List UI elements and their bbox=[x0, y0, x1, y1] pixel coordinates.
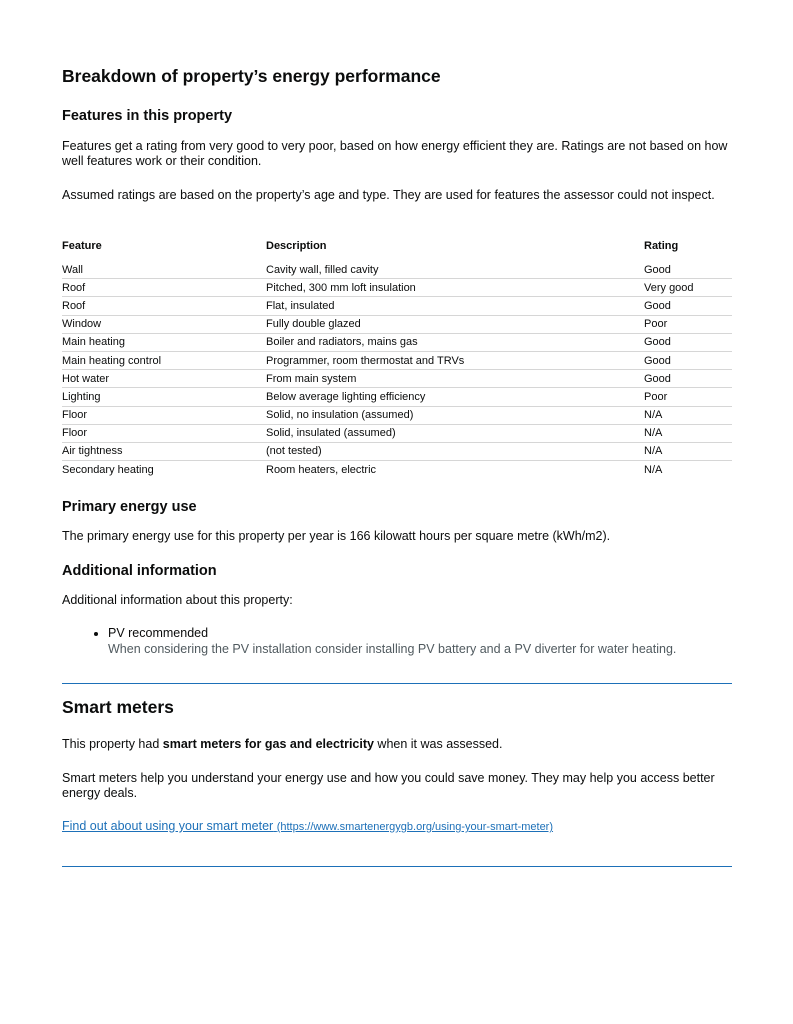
smart-meter-link-text: Find out about using your smart meter bbox=[62, 819, 274, 833]
table-row bbox=[62, 461, 732, 479]
rating-cell: N/A bbox=[644, 463, 663, 476]
rating-cell: Very good bbox=[644, 279, 732, 297]
table-row bbox=[62, 442, 732, 460]
rating-cell: N/A bbox=[644, 406, 732, 424]
status-text-before: This property had bbox=[62, 737, 163, 751]
feature-cell: Main heating control bbox=[62, 351, 266, 369]
description-cell: (not tested) bbox=[266, 442, 644, 460]
table-row bbox=[62, 370, 732, 388]
section-divider bbox=[62, 683, 732, 684]
table-row bbox=[62, 315, 732, 333]
page-title: Breakdown of property’s energy performance bbox=[62, 66, 441, 86]
description-cell: Room heaters, electric bbox=[266, 463, 377, 476]
list-item-title: PV recommended bbox=[108, 626, 209, 640]
additional-info-list bbox=[62, 625, 676, 657]
table-row bbox=[62, 406, 732, 424]
status-text-bold: smart meters for gas and electricity bbox=[162, 737, 374, 751]
feature-cell: Roof bbox=[62, 297, 266, 315]
features-table bbox=[62, 240, 732, 478]
list-item-note: When considering the PV installation consider installing PV battery and a PV diverter for water heating. bbox=[108, 642, 677, 656]
rating-cell: Good bbox=[644, 370, 732, 388]
table-header-row bbox=[62, 240, 732, 261]
rating-cell: Good bbox=[644, 261, 732, 279]
features-intro-1: Features get a rating from very good to very poor, based on how energy efficient they are. Ratings are not based on how well features work or their condition. bbox=[62, 139, 728, 168]
table-row bbox=[62, 261, 732, 279]
description-cell: Programmer, room thermostat and TRVs bbox=[266, 351, 644, 369]
description-cell: Flat, insulated bbox=[266, 297, 644, 315]
smart-meters-status bbox=[62, 737, 732, 752]
rating-cell: Good bbox=[644, 333, 732, 351]
smart-meter-link[interactable] bbox=[62, 819, 553, 833]
table-row bbox=[62, 351, 732, 369]
column-header-feature: Feature bbox=[62, 240, 102, 252]
rating-cell: Good bbox=[644, 351, 732, 369]
description-cell: Below average lighting efficiency bbox=[266, 388, 644, 406]
description-cell: Cavity wall, filled cavity bbox=[266, 261, 644, 279]
smart-meter-link-line bbox=[62, 819, 732, 835]
rating-cell: N/A bbox=[644, 424, 732, 442]
table-row bbox=[62, 388, 732, 406]
feature-cell: Lighting bbox=[62, 388, 266, 406]
feature-cell: Air tightness bbox=[62, 442, 266, 460]
features-heading: Features in this property bbox=[62, 108, 233, 124]
smart-meters-heading: Smart meters bbox=[62, 697, 174, 717]
feature-cell: Window bbox=[62, 315, 266, 333]
primary-energy-text: The primary energy use for this property per year is 166 kilowatt hours per square metre (kWh/m2). bbox=[62, 529, 611, 543]
rating-cell: Poor bbox=[644, 388, 732, 406]
column-header-rating: Rating bbox=[644, 240, 679, 252]
additional-info-heading: Additional information bbox=[62, 563, 217, 579]
feature-cell: Floor bbox=[62, 424, 266, 442]
description-cell: Fully double glazed bbox=[266, 315, 644, 333]
smart-meters-help: Smart meters help you understand your energy use and how you could save money. They may help you access better energy deals. bbox=[62, 771, 715, 800]
list-item bbox=[108, 625, 676, 657]
column-header-description: Description bbox=[266, 240, 327, 252]
status-text-after: when it was assessed. bbox=[373, 737, 503, 751]
table-row bbox=[62, 297, 732, 315]
rating-cell: Good bbox=[644, 297, 732, 315]
feature-cell: Roof bbox=[62, 279, 266, 297]
table-row bbox=[62, 279, 732, 297]
feature-cell: Main heating bbox=[62, 333, 266, 351]
feature-cell: Wall bbox=[62, 261, 266, 279]
table-row bbox=[62, 424, 732, 442]
table-row bbox=[62, 333, 732, 351]
feature-cell: Secondary heating bbox=[62, 463, 154, 476]
features-intro-2: Assumed ratings are based on the property’s age and type. They are used for features the assessor could not inspect. bbox=[62, 188, 715, 202]
primary-energy-heading: Primary energy use bbox=[62, 499, 197, 515]
feature-cell: Floor bbox=[62, 406, 266, 424]
description-cell: Solid, no insulation (assumed) bbox=[266, 406, 644, 424]
section-divider-bottom bbox=[62, 866, 732, 867]
rating-cell: Poor bbox=[644, 315, 732, 333]
description-cell: Pitched, 300 mm loft insulation bbox=[266, 279, 644, 297]
description-cell: Boiler and radiators, mains gas bbox=[266, 333, 644, 351]
description-cell: From main system bbox=[266, 370, 644, 388]
description-cell: Solid, insulated (assumed) bbox=[266, 424, 644, 442]
rating-cell: N/A bbox=[644, 442, 732, 460]
additional-info-text: Additional information about this property: bbox=[62, 593, 293, 607]
feature-cell: Hot water bbox=[62, 370, 266, 388]
smart-meter-link-url: (https://www.smartenergygb.org/using-your-smart-meter) bbox=[276, 821, 554, 833]
